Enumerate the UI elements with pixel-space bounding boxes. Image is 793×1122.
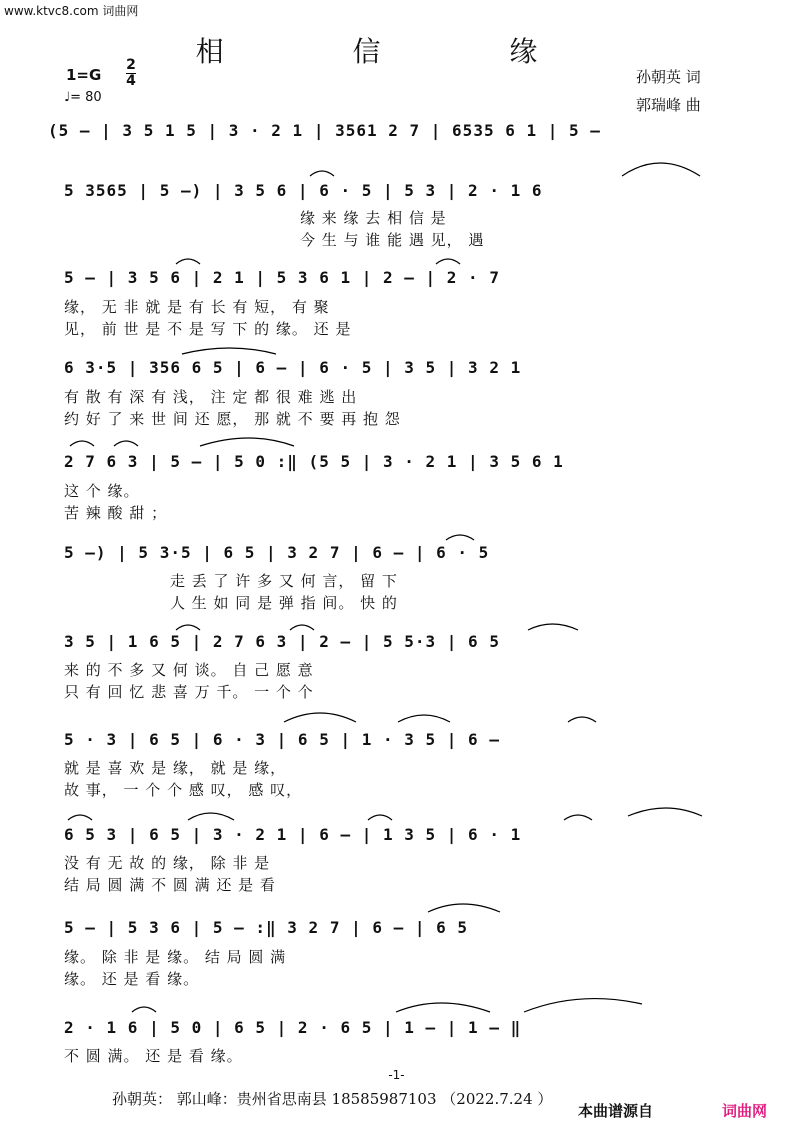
system-7-notes: 3 5 | 1 6 5 | 2 7 6 3 | 2 – | 5 5·3 | 6 5: [64, 632, 500, 651]
system-3-lyrics-verse2: 见， 前 世 是 不 是 写 下 的 缘。 还 是: [64, 320, 352, 338]
key-signature: 1=G: [66, 66, 102, 84]
system-3-notes: 5 – | 3 5 6 | 2 1 | 5 3 6 1 | 2 – | 2 · 7: [64, 268, 500, 287]
system-8-lyrics-verse1: 就 是 喜 欢 是 缘， 就 是 缘，: [64, 759, 287, 777]
system-5-lyrics-verse2: 苦 辣 酸 甜 ；: [64, 504, 168, 522]
site-watermark: www.ktvc8.com 词曲网: [4, 4, 139, 18]
system-7-lyrics-verse2: 只 有 回 忆 悲 喜 万 千。 一 个 个: [64, 683, 314, 701]
system-11-notes: 2 · 1 6 | 5 0 | 6 5 | 2 · 6 5 | 1 – | 1 – ‖: [64, 1018, 522, 1037]
system-10-lyrics-verse2: 缘。 还 是 看 缘。: [64, 970, 200, 988]
system-2-notes: 5 3565 | 5 –) | 3 5 6 | 6 · 5 | 5 3 | 2 · 1 6: [64, 181, 543, 200]
system-9-lyrics-verse1: 没 有 无 故 的 缘， 除 非 是: [64, 854, 271, 872]
system-6-notes: 5 –) | 5 3·5 | 6 5 | 3 2 7 | 6 – | 6 · 5: [64, 543, 490, 562]
system-5-notes: 2 7 6 3 | 5 – | 5 0 :‖ (5 5 | 3 · 2 1 | 3 5 6 1: [64, 452, 564, 471]
system-5-lyrics-verse1: 这 个 缘。: [64, 482, 140, 500]
system-9-lyrics-verse2: 结 局 圆 满 不 圆 满 还 是 看: [64, 876, 276, 894]
system-4-notes: 6 3·5 | 356 6 5 | 6 – | 6 · 5 | 3 5 | 3 2 1: [64, 358, 522, 377]
system-8-lyrics-verse2: 故 事， 一 个 个 感 叹， 感 叹，: [64, 781, 303, 799]
system-11-lyrics-verse1: 不 圆 满。 还 是 看 缘。: [64, 1047, 243, 1065]
system-4-lyrics-verse1: 有 散 有 深 有 浅， 注 定 都 很 难 逃 出: [64, 388, 358, 406]
time-signature-bottom: 4: [126, 73, 136, 89]
lyricist-credit: 孙朝英 词: [636, 68, 701, 86]
system-4-lyrics-verse2: 约 好 了 来 世 间 还 愿， 那 就 不 要 再 抱 怨: [64, 410, 401, 428]
time-signature-top: 2: [126, 57, 136, 73]
tempo-marking: ♩= 80: [64, 90, 102, 105]
system-6-lyrics-verse2: 人 生 如 同 是 弹 指 间。 快 的: [170, 594, 398, 612]
footer-contact: 孙朝英： 郭山峰：贵州省思南县 18585987103 （2022.7.24 ）: [112, 1090, 553, 1108]
system-10-notes: 5 – | 5 3 6 | 5 – :‖ 3 2 7 | 6 – | 6 5: [64, 918, 469, 937]
source-badge: 本曲谱源自: [578, 1102, 654, 1120]
system-2-lyrics-verse1: 缘 来 缘 去 相 信 是: [300, 209, 447, 227]
system-3-lyrics-verse1: 缘， 无 非 就 是 有 长 有 短， 有 聚: [64, 298, 330, 316]
site-logo: 词曲网: [722, 1102, 768, 1120]
page-number: -1-: [388, 1068, 405, 1082]
system-10-lyrics-verse1: 缘。 除 非 是 缘。 结 局 圆 满: [64, 948, 287, 966]
system-6-lyrics-verse1: 走 丢 了 许 多 又 何 言， 留 下: [170, 572, 398, 590]
system-7-lyrics-verse1: 来 的 不 多 又 何 谈。 自 己 愿 意: [64, 661, 314, 679]
system-8-notes: 5 · 3 | 6 5 | 6 · 3 | 6 5 | 1 · 3 5 | 6 –: [64, 730, 500, 749]
composer-credit: 郭瑞峰 曲: [636, 96, 701, 114]
system-9-notes: 6 5 3 | 6 5 | 3 · 2 1 | 6 – | 1 3 5 | 6 · 1: [64, 825, 522, 844]
system-2-lyrics-verse2: 今 生 与 谁 能 遇 见， 遇: [300, 231, 485, 249]
system-1-notes: (5 – | 3 5 1 5 | 3 · 2 1 | 3561 2 7 | 6535 6 1 | 5 –: [48, 121, 601, 140]
song-title: 相 信 缘: [195, 35, 598, 68]
